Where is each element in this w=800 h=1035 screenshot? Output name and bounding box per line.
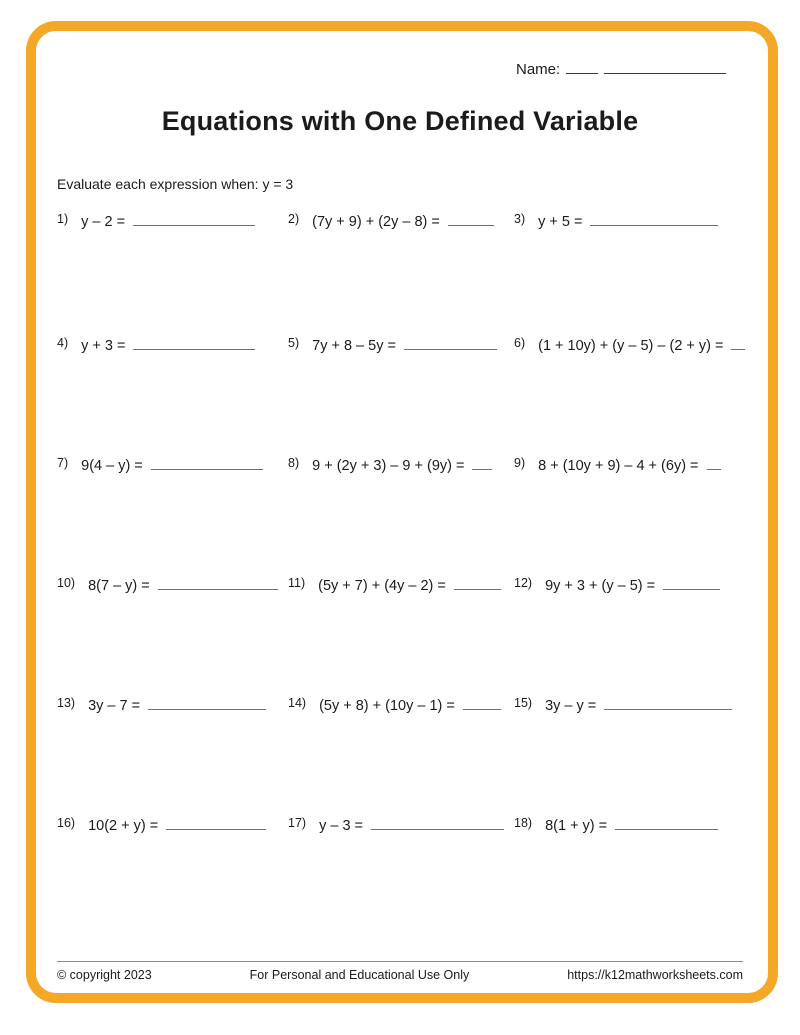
problem-expression: y + 5 = <box>538 214 583 230</box>
problem-11 <box>288 576 501 595</box>
name-label: Name: <box>516 61 561 78</box>
problem-number: 12) <box>514 576 533 590</box>
problem-number: 15) <box>514 696 533 710</box>
problem-number: 9) <box>514 456 526 470</box>
answer-blank-line <box>590 212 718 226</box>
answer-blank-line <box>454 576 501 590</box>
problem-expression: 7y + 8 – 5y = <box>312 338 396 354</box>
problem-13 <box>57 696 266 715</box>
problem-number: 10) <box>57 576 76 590</box>
problem-number: 5) <box>288 336 300 350</box>
problem-number: 7) <box>57 456 69 470</box>
answer-blank-line <box>472 456 492 470</box>
problem-15 <box>514 696 732 715</box>
problem-expression: 8(7 – y) = <box>88 578 150 594</box>
name-field <box>516 60 726 78</box>
answer-blank-line <box>404 336 497 350</box>
footer-copyright: © copyright 2023 <box>57 968 152 982</box>
problem-expression: 9y + 3 + (y – 5) = <box>545 578 656 594</box>
answer-blank-line <box>166 816 266 830</box>
answer-blank-line <box>133 212 255 226</box>
problem-expression: (1 + 10y) + (y – 5) – (2 + y) = <box>538 338 724 354</box>
problem-7 <box>57 456 263 475</box>
problem-number: 1) <box>57 212 69 226</box>
problem-expression: (7y + 9) + (2y – 8) = <box>312 214 440 230</box>
page-title: Equations with One Defined Variable <box>161 106 639 136</box>
problem-12 <box>514 576 720 595</box>
problem-number: 16) <box>57 816 76 830</box>
problem-16 <box>57 816 266 835</box>
problem-8 <box>288 456 492 475</box>
problem-number: 14) <box>288 696 307 710</box>
answer-blank-line <box>731 336 745 350</box>
problem-18 <box>514 816 718 835</box>
problem-14 <box>288 696 501 715</box>
answer-blank-line <box>463 696 501 710</box>
problem-expression: y – 2 = <box>81 214 126 230</box>
answer-blank-line <box>148 696 266 710</box>
problem-expression: y – 3 = <box>319 818 364 834</box>
problem-1 <box>57 212 255 231</box>
problem-expression: (5y + 8) + (10y – 1) = <box>319 698 455 714</box>
answer-blank-line <box>371 816 504 830</box>
name-blank-line <box>566 60 598 74</box>
problem-number: 3) <box>514 212 526 226</box>
problem-expression: y + 3 = <box>81 338 126 354</box>
footer-url-link[interactable]: https://k12mathworksheets.com <box>567 968 743 982</box>
problem-2 <box>288 212 494 231</box>
answer-blank-line <box>133 336 255 350</box>
problem-17 <box>288 816 504 835</box>
footer <box>57 968 743 982</box>
problem-expression: (5y + 7) + (4y – 2) = <box>318 578 446 594</box>
answer-blank-line <box>604 696 732 710</box>
problem-number: 18) <box>514 816 533 830</box>
name-blank-line <box>604 60 726 74</box>
answer-blank-line <box>663 576 720 590</box>
answer-blank-line <box>151 456 263 470</box>
answer-blank-line <box>707 456 721 470</box>
problem-number: 4) <box>57 336 69 350</box>
problem-expression: 10(2 + y) = <box>88 818 159 834</box>
answer-blank-line <box>158 576 278 590</box>
problem-number: 2) <box>288 212 300 226</box>
footer-usage-note: For Personal and Educational Use Only <box>249 968 470 982</box>
answer-blank-line <box>448 212 494 226</box>
problem-number: 8) <box>288 456 300 470</box>
problem-number: 6) <box>514 336 526 350</box>
problem-expression: 8 + (10y + 9) – 4 + (6y) = <box>538 458 699 474</box>
problem-expression: 8(1 + y) = <box>545 818 608 834</box>
problem-number: 13) <box>57 696 76 710</box>
problem-number: 11) <box>288 576 306 590</box>
problem-expression: 3y – 7 = <box>88 698 141 714</box>
problem-10 <box>57 576 278 595</box>
problem-3 <box>514 212 718 231</box>
answer-blank-line <box>615 816 718 830</box>
problem-5 <box>288 336 497 355</box>
instructions-text: Evaluate each expression when: y = 3 <box>57 176 294 192</box>
page-border <box>26 21 778 1003</box>
problem-expression: 9 + (2y + 3) – 9 + (9y) = <box>312 458 465 474</box>
problem-9 <box>514 456 721 475</box>
problem-expression: 3y – y = <box>545 698 597 714</box>
problem-expression: 9(4 – y) = <box>81 458 143 474</box>
problem-4 <box>57 336 255 355</box>
problem-number: 17) <box>288 816 307 830</box>
footer-divider <box>57 961 743 962</box>
problem-6 <box>514 336 745 355</box>
